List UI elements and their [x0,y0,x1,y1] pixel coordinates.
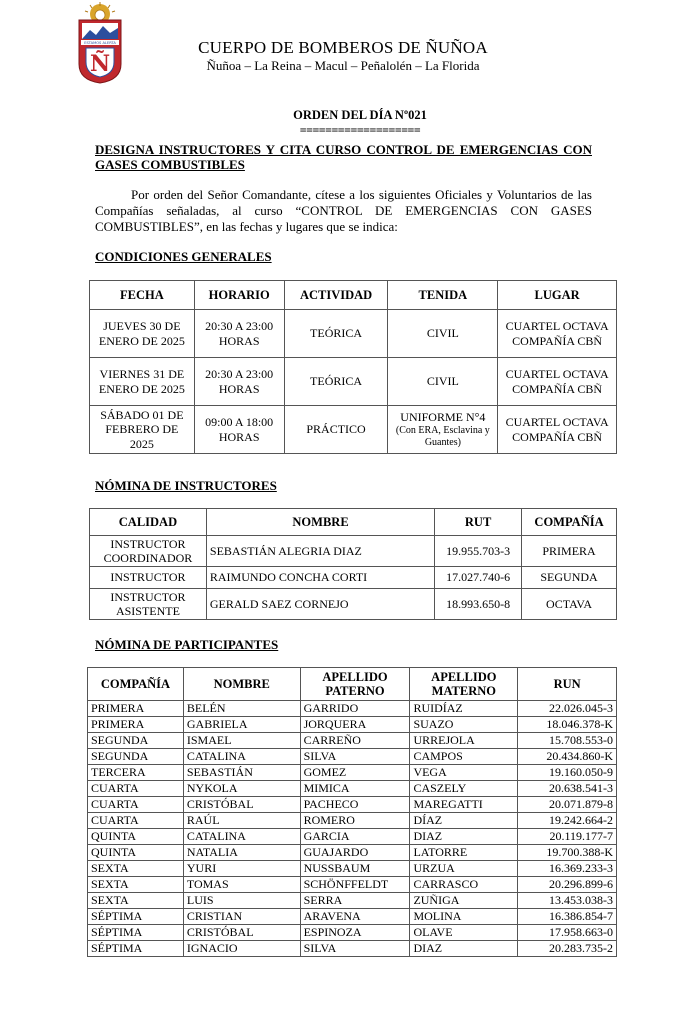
nombre-cell: CATALINA [183,829,300,845]
apellido-materno-cell: MAREGATTI [410,797,518,813]
tenida-value: CIVIL [426,374,459,389]
lugar-cell: CUARTEL OCTAVA COMPAÑÍA CBÑ [498,406,617,454]
header-calidad: CALIDAD [90,509,207,536]
participant-row [88,749,617,765]
apellido-materno-cell: URZUA [410,861,518,877]
order-body-paragraph [95,187,592,235]
apellido-paterno-cell: MIMICA [300,781,410,797]
apellido-paterno-cell: SILVA [300,749,410,765]
run-cell: 22.026.045-3 [518,701,617,717]
apellido-materno-cell: DIAZ [410,829,518,845]
header-compania: COMPAÑÍA [88,668,184,701]
participant-row [88,877,617,893]
rut-cell: 18.993.650-8 [435,589,522,620]
nombre-cell: YURI [183,861,300,877]
fecha-cell: SÁBADO 01 DE FEBRERO DE 2025 [90,406,195,454]
apellido-paterno-cell: SILVA [300,941,410,957]
participant-row [88,829,617,845]
apellido-paterno-cell: ARAVENA [300,909,410,925]
apellido-materno-cell: SUAZO [410,717,518,733]
compania-cell: CUARTA [88,813,184,829]
instructors-table [89,508,617,620]
apellido-paterno-cell: CARREÑO [300,733,410,749]
run-cell: 20.071.879-8 [518,797,617,813]
run-cell: 16.369.233-3 [518,861,617,877]
header-compania: COMPAÑÍA [522,509,617,536]
run-cell: 20.638.541-3 [518,781,617,797]
run-cell: 19.160.050-9 [518,765,617,781]
nombre-cell: TOMAS [183,877,300,893]
compania-cell: OCTAVA [522,589,617,620]
nombre-cell: CRISTIAN [183,909,300,925]
communes-line: Ñuñoa – La Reina – Macul – Peñalolén – La Florida [206,58,480,73]
compania-cell: SEGUNDA [522,567,617,589]
apellido-paterno-cell: GOMEZ [300,765,410,781]
header-horario: HORARIO [194,281,284,310]
nombre-cell: CATALINA [183,749,300,765]
apellido-materno-cell: MOLINA [410,909,518,925]
participant-row [88,941,617,957]
actividad-cell: PRÁCTICO [284,406,388,454]
participant-row [88,861,617,877]
header-run: RUN [518,668,617,701]
instructors-title: NÓMINA DE INSTRUCTORES [95,478,277,493]
nombre-cell: ISMAEL [183,733,300,749]
header-lugar: LUGAR [498,281,617,310]
nombre-cell: RAÚL [183,813,300,829]
header-actividad: ACTIVIDAD [284,281,388,310]
apellido-materno-cell: CASZELY [410,781,518,797]
compania-cell: PRIMERA [522,536,617,567]
calidad-cell: INSTRUCTOR COORDINADOR [90,536,207,567]
apellido-materno-cell: ZUÑIGA [410,893,518,909]
tenida-cell [388,310,498,358]
run-cell: 15.708.553-0 [518,733,617,749]
nombre-cell: SEBASTIÁN [183,765,300,781]
nombre-cell: BELÉN [183,701,300,717]
compania-cell: CUARTA [88,781,184,797]
actividad-cell: TEÓRICA [284,310,388,358]
participant-row [88,813,617,829]
apellido-paterno-cell: ESPINOZA [300,925,410,941]
organization-name: CUERPO DE BOMBEROS DE ÑUÑOA [198,38,488,57]
horario-cell: 20:30 A 23:00 HORAS [194,310,284,358]
order-subject: DESIGNA INSTRUCTORES Y CITA CURSO CONTROL DE EMERGENCIAS CON GASES COMBUSTIBLES [95,142,592,172]
compania-cell: SÉPTIMA [88,909,184,925]
header-fecha: FECHA [90,281,195,310]
apellido-paterno-cell: ROMERO [300,813,410,829]
apellido-paterno-cell: JORQUERA [300,717,410,733]
header-nombre: NOMBRE [206,509,434,536]
calidad-cell: INSTRUCTOR ASISTENTE [90,589,207,620]
run-cell: 19.242.664-2 [518,813,617,829]
logo-letter: Ñ [89,51,111,77]
compania-cell: SEXTA [88,893,184,909]
participants-title: NÓMINA DE PARTICIPANTES [95,637,279,652]
nombre-cell: IGNACIO [183,941,300,957]
tenida-note: (Con ERA, Esclavina y Guantes) [395,424,490,448]
tenida-cell [388,406,498,454]
run-cell: 16.386.854-7 [518,909,617,925]
instructor-row [90,536,617,567]
apellido-paterno-cell: PACHECO [300,797,410,813]
run-cell: 18.046.378-K [518,717,617,733]
compania-cell: SEGUNDA [88,733,184,749]
nombre-cell: NATALIA [183,845,300,861]
compania-cell: PRIMERA [88,701,184,717]
lugar-cell: CUARTEL OCTAVA COMPAÑÍA CBÑ [498,310,617,358]
apellido-materno-cell: CAMPOS [410,749,518,765]
apellido-materno-cell: OLAVE [410,925,518,941]
horario-cell: 20:30 A 23:00 HORAS [194,358,284,406]
nombre-cell: LUIS [183,893,300,909]
run-cell: 20.283.735-2 [518,941,617,957]
order-title: ORDEN DEL DÍA Nº021 [293,108,427,122]
fire-department-crest-logo [76,2,124,84]
conditions-row [90,310,617,358]
nombre-cell: NYKOLA [183,781,300,797]
apellido-paterno-cell: SCHÖNFFELDT [300,877,410,893]
tenida-cell [388,358,498,406]
nombre-cell: SEBASTIÁN ALEGRIA DIAZ [206,536,434,567]
compania-cell: QUINTA [88,845,184,861]
apellido-paterno-cell: GARRIDO [300,701,410,717]
participant-row [88,845,617,861]
participant-row [88,925,617,941]
participant-row [88,733,617,749]
fecha-cell: VIERNES 31 DE ENERO DE 2025 [90,358,195,406]
run-cell: 19.700.388-K [518,845,617,861]
apellido-materno-cell: DIAZ [410,941,518,957]
apellido-paterno-cell: GUAJARDO [300,845,410,861]
run-cell: 17.958.663-0 [518,925,617,941]
conditions-row [90,406,617,454]
participant-row [88,717,617,733]
apellido-paterno-cell: GARCIA [300,829,410,845]
apellido-materno-cell: LATORRE [410,845,518,861]
compania-cell: SEXTA [88,861,184,877]
conditions-header-row [90,281,617,310]
compania-cell: SÉPTIMA [88,941,184,957]
apellido-materno-cell: RUIDÍAZ [410,701,518,717]
tenida-value: UNIFORME N°4 [400,410,486,425]
apellido-materno-cell: CARRASCO [410,877,518,893]
apellido-materno-cell: VEGA [410,765,518,781]
compania-cell: TERCERA [88,765,184,781]
run-cell: 20.296.899-6 [518,877,617,893]
participant-row [88,701,617,717]
instructor-row [90,567,617,589]
conditions-row [90,358,617,406]
run-cell: 20.119.177-7 [518,829,617,845]
header-apellido-paterno: APELLIDO PATERNO [300,668,410,701]
compania-cell: SÉPTIMA [88,925,184,941]
nombre-cell: CRISTÓBAL [183,797,300,813]
title-rule: =================== [299,123,421,137]
participant-row [88,765,617,781]
actividad-cell: TEÓRICA [284,358,388,406]
apellido-materno-cell: URREJOLA [410,733,518,749]
header-apellido-materno: APELLIDO MATERNO [410,668,518,701]
conditions-title: CONDICIONES GENERALES [95,249,272,264]
participants-header-row [88,668,617,701]
participants-table [87,667,617,957]
compania-cell: CUARTA [88,797,184,813]
conditions-table [89,280,617,454]
rut-cell: 19.955.703-3 [435,536,522,567]
run-cell: 13.453.038-3 [518,893,617,909]
run-cell: 20.434.860-K [518,749,617,765]
apellido-materno-cell: DÍAZ [410,813,518,829]
calidad-cell: INSTRUCTOR [90,567,207,589]
lugar-cell: CUARTEL OCTAVA COMPAÑÍA CBÑ [498,358,617,406]
instructor-row [90,589,617,620]
participant-row [88,797,617,813]
participant-row [88,781,617,797]
participant-row [88,909,617,925]
header-rut: RUT [435,509,522,536]
apellido-paterno-cell: NUSSBAUM [300,861,410,877]
rut-cell: 17.027.740-6 [435,567,522,589]
header-nombre: NOMBRE [183,668,300,701]
tenida-value: CIVIL [426,326,459,341]
apellido-paterno-cell: SERRA [300,893,410,909]
instructors-header-row [90,509,617,536]
nombre-cell: GABRIELA [183,717,300,733]
nombre-cell: RAIMUNDO CONCHA CORTI [206,567,434,589]
logo-band-text: ESTAMOS ALERTA [84,41,116,45]
compania-cell: SEGUNDA [88,749,184,765]
header-tenida: TENIDA [388,281,498,310]
order-body-text: Por orden del Señor Comandante, cítese a los siguientes Oficiales y Voluntarios de las Compañías señaladas, al curso “CONTROL DE EMERGENCIAS CON GASES COMBUSTIBLES”, en las fechas y lugares que se indica: [95,187,592,234]
nombre-cell: GERALD SAEZ CORNEJO [206,589,434,620]
nombre-cell: CRISTÓBAL [183,925,300,941]
compania-cell: PRIMERA [88,717,184,733]
compania-cell: SEXTA [88,877,184,893]
fecha-cell: JUEVES 30 DE ENERO DE 2025 [90,310,195,358]
compania-cell: QUINTA [88,829,184,845]
horario-cell: 09:00 A 18:00 HORAS [194,406,284,454]
participant-row [88,893,617,909]
